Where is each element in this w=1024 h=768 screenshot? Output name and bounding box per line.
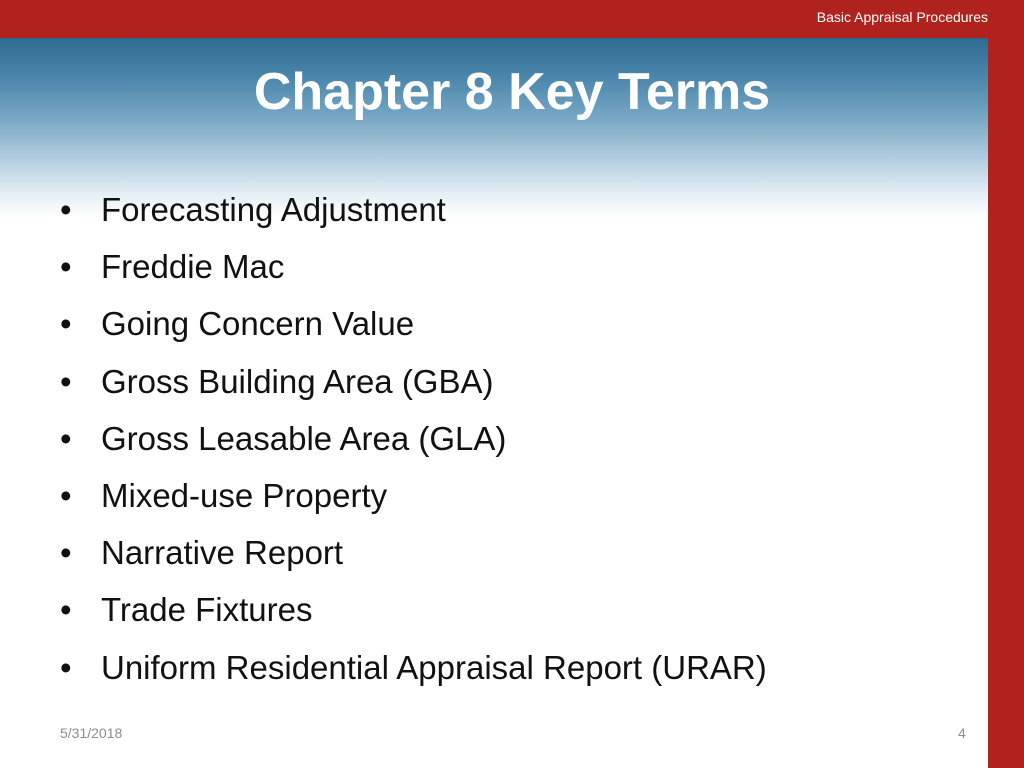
slide-title: Chapter 8 Key Terms (253, 63, 771, 121)
key-term-label: Narrative Report (101, 534, 344, 572)
key-term-label: Going Concern Value (101, 305, 415, 343)
key-terms-list (60, 186, 767, 701)
key-term-item (60, 586, 767, 643)
key-term-item (60, 300, 767, 357)
key-term-label: Gross Leasable Area (GLA) (101, 419, 507, 457)
footer-date: 5/31/2018 (60, 725, 123, 741)
key-term-item (60, 415, 767, 472)
key-term-label: Gross Building Area (GBA) (101, 362, 494, 400)
key-term-item (60, 243, 767, 300)
bullet-icon: • (60, 591, 72, 629)
bullet-icon: • (60, 248, 72, 286)
key-term-label: Trade Fixtures (101, 591, 313, 629)
key-term-item (60, 529, 767, 586)
bullet-icon: • (60, 362, 72, 400)
course-title: Basic Appraisal Procedures (816, 9, 988, 25)
bullet-icon: • (60, 191, 72, 228)
key-term-label: Freddie Mac (101, 248, 285, 286)
bullet-icon: • (60, 305, 72, 343)
key-term-label: Uniform Residential Appraisal Report (URAR) (101, 648, 767, 686)
key-term-item (60, 358, 767, 415)
bullet-icon: • (60, 476, 72, 514)
key-term-item (60, 186, 767, 243)
bullet-icon: • (60, 419, 72, 457)
bullet-icon: • (60, 534, 72, 572)
key-term-label: Forecasting Adjustment (101, 191, 446, 228)
bullet-icon: • (60, 648, 72, 686)
key-term-item (60, 644, 767, 701)
key-term-label: Mixed-use Property (101, 476, 388, 514)
slide-number: 4 (958, 725, 966, 741)
key-term-item (60, 472, 767, 529)
